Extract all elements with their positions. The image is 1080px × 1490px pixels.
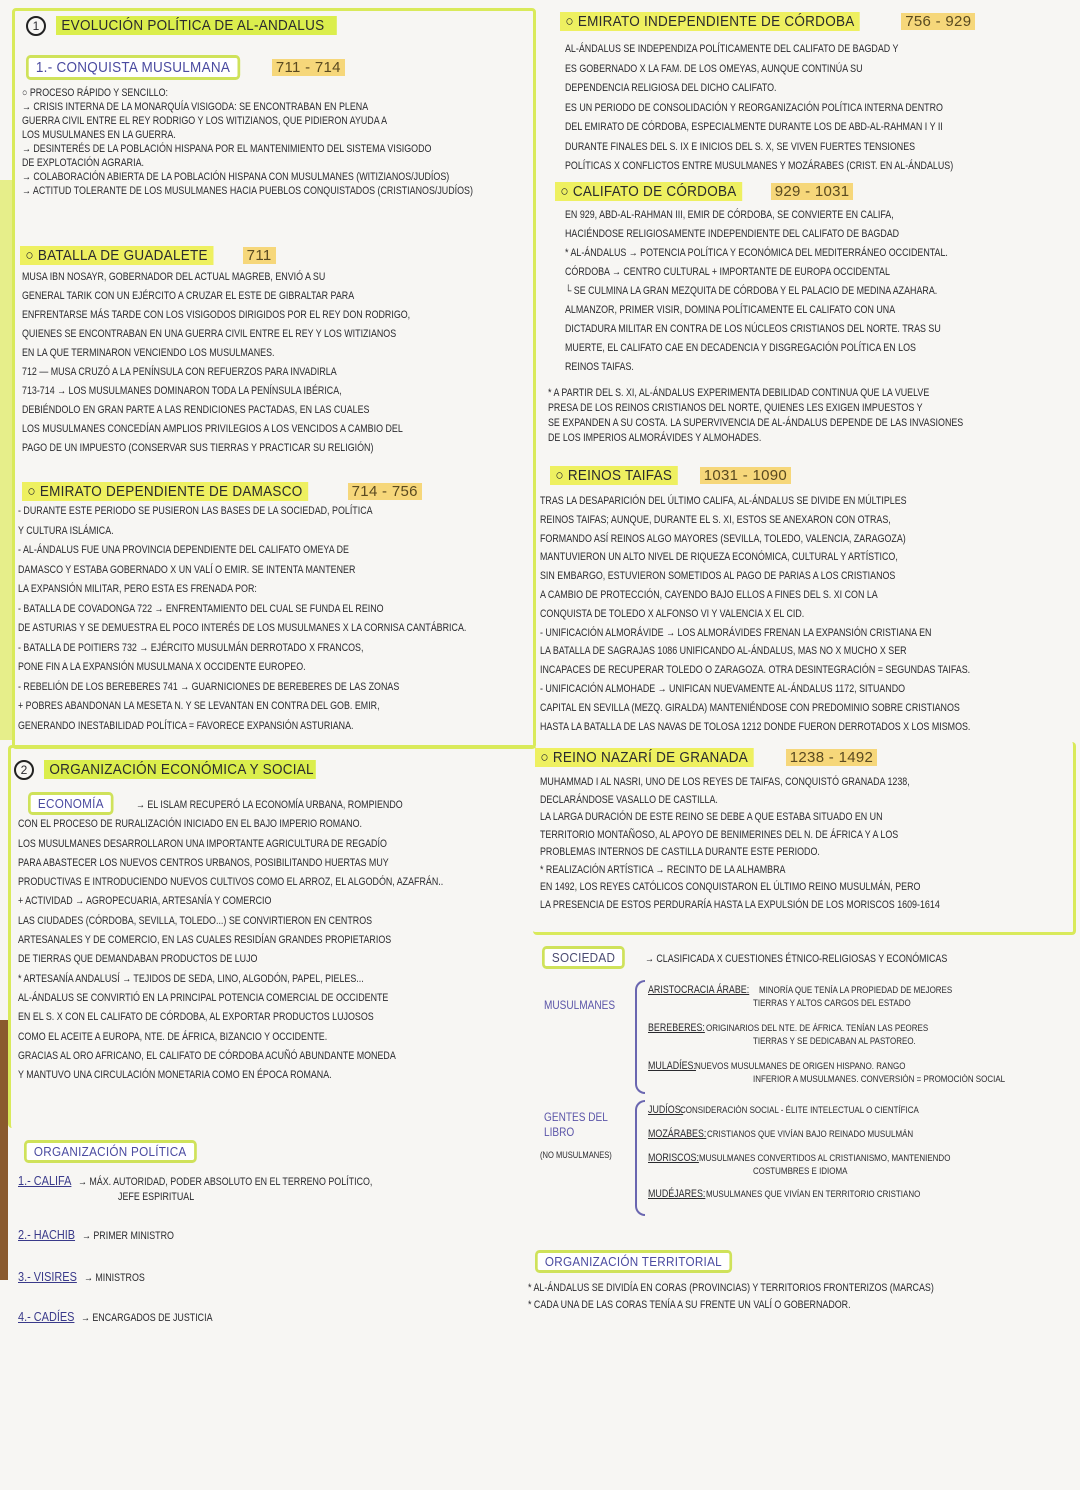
text-line: DICTADURA MILITAR EN CONTRA DE LOS NÚCLEOS CRISTIANOS DEL NORTE. TRAS SU: [565, 323, 941, 335]
sociedad-desc: MUSULMANES CONVERTIDOS AL CRISTIANISMO, MANTENIENDO: [698, 1153, 951, 1164]
sociedad-item: [648, 1184, 1068, 1202]
text-line: EN LA QUE TERMINARON VENCIENDO LOS MUSULMANES.: [22, 347, 275, 359]
group-name: MUSULMANES: [544, 998, 616, 1012]
text-line: 713-714 → LOS MUSULMANES DOMINARON TODA LA PENÍNSULA IBÉRICA,: [22, 385, 342, 397]
territorial-label-wrap: [535, 1250, 754, 1273]
politica-desc: → ENCARGADOS DE JUSTICIA: [81, 1312, 213, 1324]
politica-desc: → MINISTROS: [84, 1272, 145, 1284]
text-line: PONE FIN A LA EXPANSIÓN MUSULMANA X OCCIDENTE EUROPEO.: [18, 661, 306, 673]
text-line: SE EXPANDEN A SU COSTA. LA SUPERVIVENCIA DE AL-ÁNDALUS DEPENDE DE LAS INVASIONES: [548, 417, 964, 429]
text-line: GENERAL TARIK CON UN EJÉRCITO A CRUZAR EL ESTE DE GIBRALTAR PARA: [22, 290, 355, 302]
text-line: LA PRESENCIA DE ESTOS PERDURARÍA HASTA LA EXPULSIÓN DE LOS MORISCOS 1609-1614: [540, 898, 940, 911]
section1-title: EVOLUCIÓN POLÍTICA DE AL-ANDALUS: [56, 16, 337, 35]
sociedad-desc: MINORÍA QUE TENÍA LA PROPIEDAD DE MEJORES: [758, 985, 952, 996]
text-line: ES UN PERIODO DE CONSOLIDACIÓN Y REORGANIZACIÓN POLÍTICA INTERNA DENTRO: [565, 101, 943, 114]
sociedad-term: MULADÍES:: [648, 1060, 696, 1072]
text-line: GENERANDO INESTABILIDAD POLÍTICA = FAVORECE EXPANSIÓN ASTURIANA.: [18, 719, 354, 732]
nazari-header: [535, 748, 877, 767]
sociedad-item: [648, 1124, 1068, 1142]
califato-title: ○ CALIFATO DE CÓRDOBA: [555, 182, 742, 201]
text-line: ARTESANALES Y DE COMERCIO, EN LAS CUALES RESIDÍAN GRANDES PROPIETARIOS: [18, 934, 392, 947]
text-line: * AL-ÁNDALUS SE DIVIDÍA EN CORAS (PROVINCIAS) Y TERRITORIOS FRONTERIZOS (MARCAS): [528, 1282, 934, 1294]
group-name: GENTES DEL LIBRO: [544, 1110, 608, 1139]
taifas-header: [550, 466, 791, 485]
text-line: → ACTITUD TOLERANTE DE LOS MUSULMANES HACIA PUEBLOS CONQUISTADOS (CRISTIANOS/JUDÍOS): [22, 185, 473, 197]
text-line: LOS MUSULMANES CONCEDÍAN AMPLIOS PRIVILEGIOS A LOS VENCIDOS A CAMBIO DEL: [22, 423, 403, 435]
sociedad-term: MORISCOS:: [648, 1152, 699, 1164]
text-line: - AL-ÁNDALUS FUE UNA PROVINCIA DEPENDIENTE DEL CALIFATO OMEYA DE: [18, 544, 349, 556]
guadalete-title: ○ BATALLA DE GUADALETE: [20, 246, 213, 265]
text-line: ALMANZOR, PRIMER VISIR, DOMINA POLÍTICAMENTE EL CALIFATO CON UNA: [565, 304, 896, 316]
text-line: LAS CIUDADES (CÓRDOBA, SEVILLA, TOLEDO...) SE CONVIRTIERON EN CENTROS: [18, 914, 373, 927]
text-line: PARA ABASTECER LOS NUEVOS CENTROS URBANOS, POSIBILITANDO HUERTAS MUY: [18, 856, 389, 869]
sociedad-term: MUDÉJARES:: [648, 1188, 706, 1200]
text-line: ENFRENTARSE MÁS TARDE CON LOS VISIGODOS DIRIGIDOS POR EL REY DON RODRIGO,: [22, 309, 411, 321]
politica-desc-cont: JEFE ESPIRITUAL: [118, 1191, 195, 1203]
text-line: HACIÉNDOSE RELIGIOSAMENTE INDEPENDIENTE DEL CALIFATO DE BAGDAD: [565, 228, 900, 240]
text-line: EN 1492, LOS REYES CATÓLICOS CONQUISTARON EL ÚLTIMO REINO MUSULMÁN, PERO: [540, 881, 921, 893]
text-line: DEL EMIRATO DE CÓRDOBA, ESPECIALMENTE DURANTE LOS DE ABD-AL-RAHMAN I Y II: [565, 121, 943, 133]
text-line: INCAPACES DE RECUPERAR TOLEDO O ZARAGOZA. OTRA DESINTEGRACIÓN = SEGUNDAS TAIFAS.: [540, 664, 971, 677]
text-line: Y MANTUVO UNA CIRCULACIÓN MONETARIA COMO EN ÉPOCA ROMANA.: [18, 1069, 332, 1082]
politica-item: [18, 1268, 518, 1286]
emirato-ind-header: [560, 12, 975, 31]
emirato-dep-block: [18, 502, 552, 736]
text-line: DE ASTURIAS Y SE DEMUESTRA EL POCO INTERÉS DE LOS MUSULMANES X LA CORNISA CANTÁBRICA.: [18, 622, 467, 634]
politica-term: 2.- HACHIB: [18, 1227, 76, 1242]
territorial-block: [528, 1280, 1011, 1314]
text-line: → EL ISLAM RECUPERÓ LA ECONOMÍA URBANA, ROMPIENDO: [136, 799, 403, 811]
nazari-title: ○ REINO NAZARÍ DE GRANADA: [535, 748, 753, 767]
sociedad-desc-cont: INFERIOR A MUSULMANES. CONVERSIÓN = PROMOCIÓN SOCIAL: [753, 1074, 1006, 1085]
text-line: └ SE CULMINA LA GRAN MEZQUITA DE CÓRDOBA Y EL PALACIO DE MEDINA AZAHARA.: [565, 285, 938, 297]
siglo-xi-block: [548, 386, 1042, 446]
sociedad-desc-cont: TIERRAS Y SE DEDICABAN AL PASTOREO.: [753, 1036, 916, 1047]
sociedad-item: [648, 1056, 1068, 1085]
sociedad-term: JUDÍOS:: [648, 1104, 684, 1116]
text-line: QUIENES SE ENCONTRABAN EN UNA GUERRA CIVIL ENTRE EL REY Y LOS WITIZIANOS: [22, 328, 397, 340]
text-line: MUHAMMAD I AL NASRI, UNO DE LOS REYES DE TAIFAS, CONQUISTÓ GRANADA 1238,: [540, 776, 910, 788]
section-number: 1: [26, 16, 46, 36]
califato-header: [555, 182, 853, 201]
conquista-title: 1.- CONQUISTA MUSULMANA: [26, 55, 240, 80]
text-line: POLÍTICAS X CONFLICTOS ENTRE MUSULMANES Y MOZÁRABES (CRIST. EN AL-ÁNDALUS): [565, 160, 954, 172]
section2-header: [14, 760, 346, 780]
politica-desc: → PRIMER MINISTRO: [81, 1230, 174, 1242]
politica-item: [18, 1308, 518, 1326]
text-line: AL-ÁNDALUS SE INDEPENDIZA POLÍTICAMENTE DEL CALIFATO DE BAGDAD Y: [565, 43, 899, 55]
text-line: + ACTIVIDAD → AGROPECUARIA, ARTESANÍA Y COMERCIO: [18, 895, 272, 908]
text-line: GRACIAS AL ORO AFRICANO, EL CALIFATO DE CÓRDOBA ACUÑÓ ABUNDANTE MONEDA: [18, 1049, 396, 1062]
text-line: DEBIÉNDOLO EN GRAN PARTE A LAS RENDICIONES PACTADAS, EN LAS CUALES: [22, 404, 370, 416]
politica-desc: → MÁX. AUTORIDAD, PODER ABSOLUTO EN EL TERRENO POLÍTICO,: [77, 1176, 372, 1188]
text-line: GUERRA CIVIL ENTRE EL REY RODRIGO Y LOS WITIZIANOS, QUE PIDIERON AYUDA A: [22, 115, 388, 127]
text-line: MANTUVIERON UN ALTO NIVEL DE RIQUEZA ECONÓMICA, CULTURAL Y ARTÍSTICO,: [540, 551, 898, 564]
text-line: CÓRDOBA → CENTRO CULTURAL + IMPORTANTE DE EUROPA OCCIDENTAL: [565, 266, 890, 278]
text-line: DE EXPLOTACIÓN AGRARIA.: [22, 157, 144, 169]
politica-label: ORGANIZACIÓN POLÍTICA: [24, 1140, 196, 1163]
taifas-date: 1031 - 1090: [700, 467, 791, 484]
text-line: - BATALLA DE POITIERS 732 → EJÉRCITO MUSULMÁN DERROTADO X FRANCOS,: [18, 641, 364, 654]
text-line: REINOS TAIFAS; AUNQUE, DURANTE EL S. XI, ESTOS SE ANEXARON CON OTRAS,: [540, 513, 891, 526]
politica-item: [18, 1226, 518, 1244]
sociedad-desc: ORIGINARIOS DEL NTE. DE ÁFRICA. TENÍAN LAS PEORES: [705, 1023, 928, 1034]
brace: [635, 980, 645, 1094]
group-note: (NO MUSULMANES): [540, 1150, 612, 1160]
emirato-dep-date: 714 - 756: [348, 483, 422, 500]
text-line: LA EXPANSIÓN MILITAR, PERO ESTA ES FRENADA POR:: [18, 583, 257, 595]
text-line: - DURANTE ESTE PERIODO SE PUSIERON LAS BASES DE LA SOCIEDAD, POLÍTICA: [18, 505, 373, 517]
califato-date: 929 - 1031: [771, 183, 854, 200]
text-line: - REBELIÓN DE LOS BEREBERES 741 → GUARNICIONES DE BEREBERES DE LAS ZONAS: [18, 680, 400, 693]
text-line: * A PARTIR DEL S. XI, AL-ÁNDALUS EXPERIMENTA DEBILIDAD CONTINUA QUE LA VUELVE: [548, 387, 930, 399]
text-line: REINOS TAIFAS.: [565, 361, 634, 373]
text-line: A CAMBIO DE PROTECCIÓN, CAYENDO BAJO ELLOS A FINES DEL S. XI CON LA: [540, 588, 878, 601]
text-line: TRAS LA DESAPARICIÓN DEL ÚLTIMO CALIFA, AL-ÁNDALUS SE DIVIDE EN MÚLTIPLES: [540, 495, 907, 507]
text-line: AL-ÁNDALUS SE CONVIRTIÓ EN LA PRINCIPAL POTENCIA COMERCIAL DE OCCIDENTE: [18, 991, 389, 1004]
politica-term: 3.- VISIRES: [18, 1269, 77, 1284]
text-line: + POBRES ABANDONAN LA MESETA N. Y SE LEVANTAN EN CONTRA DEL GOB. EMIR,: [18, 700, 380, 712]
brace: [635, 1100, 645, 1216]
text-line: → DESINTERÉS DE LA POBLACIÓN HISPANA POR EL MANTENIMIENTO DEL SISTEMA VISIGODO: [22, 143, 432, 155]
sociedad-item: [648, 1148, 1068, 1177]
text-line: LA BATALLA DE SAGRAJAS 1086 UNIFICANDO AL-ÁNDALUS, MAS NO X MUCHO X SER: [540, 645, 907, 658]
sociedad-desc: CONSIDERACIÓN SOCIAL - ÉLITE INTELECTUAL O CIENTÍFICA: [679, 1105, 919, 1116]
text-line: - UNIFICACIÓN ALMORÁVIDE → LOS ALMORÁVIDES FRENAN LA EXPANSIÓN CRISTIANA EN: [540, 626, 932, 639]
text-line: * REALIZACIÓN ARTÍSTICA → RECINTO DE LA ALHAMBRA: [540, 863, 786, 876]
text-line: DEPENDENCIA RELIGIOSA DEL DICHO CALIFATO.: [565, 82, 777, 94]
text-line: * AL-ÁNDALUS → POTENCIA POLÍTICA Y ECONÓMICA DEL MEDITERRÁNEO OCCIDENTAL.: [565, 247, 948, 259]
text-line: FORMANDO ASÍ REINOS ALGO MAYORES (SEVILLA, TOLEDO, VALENCIA, ZARAGOZA): [540, 532, 906, 545]
sociedad-term: MOZÁRABES:: [648, 1128, 707, 1140]
text-line: CONQUISTA DE TOLEDO X ALFONSO VI Y VALENCIA X EL CID.: [540, 607, 805, 620]
emirato-ind-title: ○ EMIRATO INDEPENDIENTE DE CÓRDOBA: [560, 12, 860, 31]
text-line: PRESA DE LOS REINOS CRISTIANOS DEL NORTE, QUIENES LES EXIGEN IMPUESTOS Y: [548, 402, 923, 414]
text-line: PROBLEMAS INTERNOS DE CASTILLA DURANTE ESTE PERIODO.: [540, 846, 820, 858]
text-line: DE TIERRAS QUE DEMANDABAN PRODUCTOS DE LUJO: [18, 953, 258, 966]
sociedad-item: [648, 980, 1068, 1009]
sociedad-label: SOCIEDAD: [542, 946, 625, 969]
economia-label: ECONOMÍA: [28, 792, 114, 815]
text-line: CAPITAL EN SEVILLA (MEZQ. GIRALDA) MANTENIÉNDOSE CON PREDOMINIO SOBRE CRISTIANOS: [540, 701, 960, 714]
text-line: EN 929, ABD-AL-RAHMAN III, EMIR DE CÓRDOBA, SE CONVIERTE EN CALIFA,: [565, 209, 894, 221]
sociedad-desc: CRISTIANOS QUE VIVÍAN BAJO REINADO MUSULMÁN: [707, 1129, 914, 1140]
text-line: LOS MUSULMANES DESARROLLARON UNA IMPORTANTE AGRICULTURA DE REGADÍO: [18, 837, 387, 850]
emirato-dep-header: [22, 482, 422, 501]
emirato-ind-block: [565, 40, 1027, 177]
sociedad-label-wrap: [542, 946, 1005, 969]
text-line: DECLARÁNDOSE VASALLO DE CASTILLA.: [540, 793, 718, 806]
sociedad-term: BEREBERES:: [648, 1022, 705, 1034]
text-line: Y CULTURA ISLÁMICA.: [18, 524, 114, 537]
sociedad-desc: MUSULMANES QUE VIVÍAN EN TERRITORIO CRISTIANO: [706, 1189, 921, 1200]
politica-item: [18, 1172, 518, 1205]
text-line: DAMASCO Y ESTABA GOBERNADO X UN VALÍ O EMIR. SE INTENTA MANTENER: [18, 563, 356, 576]
territorial-label: ORGANIZACIÓN TERRITORIAL: [535, 1250, 732, 1273]
taifas-title: ○ REINOS TAIFAS: [550, 466, 678, 485]
text-line: - UNIFICACIÓN ALMOHADE → UNIFICAN NUEVAMENTE AL-ÁNDALUS 1172, SITUANDO: [540, 682, 906, 695]
text-line: MUERTE, EL CALIFATO CAE EN DECADENCIA Y DISGREGACIÓN POLÍTICA EN LOS: [565, 342, 916, 354]
text-line: LA LARGA DURACIÓN DE ESTE REINO SE DEBE A QUE ESTABA SITUADO EN UN: [540, 811, 883, 823]
sociedad-term: ARISTOCRACIA ÁRABE:: [648, 984, 750, 996]
nazari-block: [540, 774, 1016, 914]
text-line: - BATALLA DE COVADONGA 722 → ENFRENTAMIENTO DEL CUAL SE FUNDA EL REINO: [18, 602, 384, 615]
conquista-date: 711 - 714: [272, 59, 345, 76]
text-line: * ARTESANÍA ANDALUSÍ → TEJIDOS DE SEDA, LINO, ALGODÓN, PAPEL, PIELES...: [18, 972, 364, 985]
text-line: DURANTE FINALES DEL S. IX E INICIOS DEL S. X, SE VIVEN FUERTES TENSIONES: [565, 140, 916, 153]
politica-term: 4.- CADÍES: [18, 1309, 75, 1324]
emirato-ind-date: 756 - 929: [901, 13, 975, 30]
emirato-dep-title: ○ EMIRATO DEPENDIENTE DE DAMASCO: [22, 482, 308, 501]
margin-highlight: [0, 180, 12, 740]
binder-edge: [0, 1020, 8, 1280]
text-line: ○ PROCESO RÁPIDO Y SENCILLO:: [22, 87, 168, 99]
section-number: 2: [14, 760, 34, 780]
text-line: HASTA LA BATALLA DE LAS NAVAS DE TOLOSA 1212 DONDE FUERON DERROTADOS X LOS MISMOS.: [540, 720, 971, 733]
text-line: EN EL S. X CON EL CALIFATO DE CÓRDOBA, AL EXPORTAR PRODUCTOS LUJOSOS: [18, 1011, 374, 1024]
califato-block: [565, 206, 1021, 377]
sociedad-desc-cont: TIERRAS Y ALTOS CARGOS DEL ESTADO: [753, 998, 911, 1009]
guadalete-date: 711: [243, 247, 276, 264]
text-line: TERRITORIO MONTAÑOSO, AL APOYO DE BENIMERINES DEL N. DE ÁFRICA Y A LOS: [540, 828, 899, 841]
taifas-block: [540, 492, 1052, 736]
section2-title: ORGANIZACIÓN ECONÓMICA Y SOCIAL: [44, 760, 316, 779]
text-line: → COLABORACIÓN ABIERTA DE LA POBLACIÓN HISPANA CON MUSULMANES (WITIZIANOS/JUDÍOS): [22, 171, 450, 183]
text-line: LOS MUSULMANES EN LA GUERRA.: [22, 129, 176, 141]
sociedad-intro: → CLASIFICADA X CUESTIONES ÉTNICO-RELIGIOSAS Y ECONÓMICAS: [644, 953, 948, 965]
sociedad-item: [648, 1018, 1068, 1047]
politica-label-wrap: [24, 1140, 216, 1163]
text-line: PRODUCTIVAS E INTRODUCIENDO NUEVOS CULTIVOS COMO EL ARROZ, EL ALGODÓN, AZAFRÁN..: [18, 876, 444, 889]
text-line: DE LOS IMPERIOS ALMORÁVIDES Y ALMOHADES.: [548, 432, 762, 444]
politica-term: 1.- CALIFA: [18, 1173, 72, 1188]
text-line: SIN EMBARGO, ESTUVIERON SOMETIDOS AL PAGO DE PARIAS A LOS CRISTIANOS: [540, 570, 896, 583]
text-line: MUSA IBN NOSAYR, GOBERNADOR DEL ACTUAL MAGREB, ENVIÓ A SU: [22, 271, 326, 283]
text-line: * CADA UNA DE LAS CORAS TENÍA A SU FRENTE UN VALÍ O GOBERNADOR.: [528, 1299, 851, 1311]
nazari-date: 1238 - 1492: [786, 749, 877, 766]
section1-header: [26, 16, 368, 36]
sociedad-desc-cont: COSTUMBRES E IDIOMA: [753, 1166, 848, 1177]
proceso-block: [22, 86, 559, 198]
conquista-header: [26, 55, 345, 80]
text-line: CON EL PROCESO DE RURALIZACIÓN INICIADO EN EL BAJO IMPERIO ROMANO.: [18, 818, 362, 831]
text-line: ES GOBERNADO X LA FAM. DE LOS OMEYAS, AUNQUE CONTINÚA SU: [565, 62, 863, 75]
text-line: → CRISIS INTERNA DE LA MONARQUÍA VISIGODA: SE ENCONTRABAN EN PLENA: [22, 101, 369, 113]
guadalete-block: [22, 268, 484, 458]
text-line: PAGO DE UN IMPUESTO (CONSERVAR SUS TIERRAS Y PRACTICAR SU RELIGIÓN): [22, 442, 374, 454]
guadalete-header: [20, 246, 276, 265]
text-line: COMO EL ACEITE A EUROPA, NTE. DE ÁFRICA, BIZANCIO Y OCCIDENTE.: [18, 1030, 328, 1043]
sociedad-desc: NUEVOS MUSULMANES DE ORIGEN HISPANO. RANGO: [695, 1061, 906, 1072]
sociedad-item: [648, 1100, 1068, 1118]
economia-block: [18, 796, 524, 1085]
text-line: 712 — MUSA CRUZÓ A LA PENÍNSULA CON REFUERZOS PARA INVADIRLA: [22, 366, 337, 378]
